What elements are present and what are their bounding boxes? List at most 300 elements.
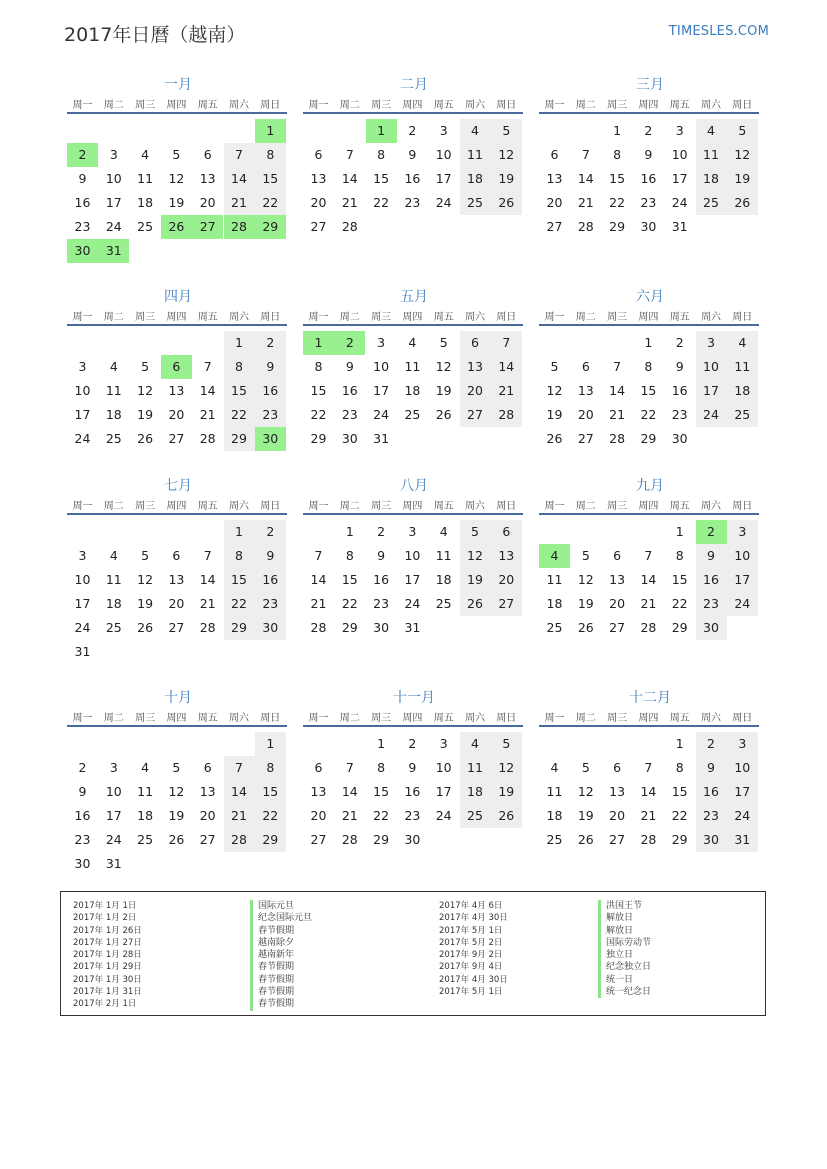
holiday-cell: 30 — [255, 427, 286, 451]
header-rule — [539, 112, 759, 114]
day-cell: 24 — [703, 407, 719, 422]
legend-holiday-name: 春节假期 — [250, 961, 312, 973]
day-cell: 28 — [640, 832, 657, 847]
day-cell: 23 — [703, 596, 719, 611]
legend-holiday-name: 解放日 — [598, 912, 651, 924]
legend-date: 2017年 5月 1日 — [439, 925, 503, 936]
day-cell: 18 — [435, 572, 452, 587]
day-cell: 21 — [341, 808, 358, 823]
legend-holiday-name: 春节假期 — [250, 986, 312, 998]
month-name: 一月 — [164, 77, 192, 93]
legend-date: 2017年 4月 6日 — [439, 901, 503, 911]
day-cell: 13 — [199, 171, 216, 186]
day-cell: 26 — [498, 195, 515, 210]
weekday-label: 周三 — [607, 713, 628, 724]
weekday-label: 周日 — [496, 713, 517, 724]
day-cell: 24 — [105, 219, 122, 234]
weekday-label: 周二 — [575, 713, 596, 724]
day-cell: 14 — [341, 784, 358, 799]
day-cell: 16 — [262, 572, 279, 587]
day-cell: 26 — [137, 620, 154, 635]
day-cell: 6 — [314, 147, 323, 162]
weekday-label: 周日 — [260, 713, 281, 724]
day-cell: 24 — [373, 407, 390, 422]
day-cell: 26 — [546, 431, 563, 446]
day-cell: 6 — [314, 760, 323, 775]
day-cell: 5 — [172, 147, 181, 162]
weekday-label: 周日 — [732, 713, 753, 724]
day-cell: 4 — [471, 123, 479, 138]
legend-holiday-name: 国际劳动节 — [598, 937, 651, 949]
legend-date: 2017年 4月 30日 — [439, 974, 508, 985]
day-cell: 11 — [137, 784, 154, 799]
site-logo[interactable]: TIMESLES.COM — [668, 24, 769, 39]
day-cell: 14 — [199, 383, 216, 398]
legend-dates-col-2 — [439, 900, 508, 998]
day-cell: 8 — [235, 359, 243, 374]
month-name: 十二月 — [629, 690, 671, 706]
day-cell: 23 — [404, 808, 421, 823]
day-cell: 17 — [105, 808, 122, 823]
day-cell: 22 — [231, 596, 247, 611]
weekday-label: 周三 — [135, 312, 156, 323]
day-cell: 8 — [644, 359, 653, 374]
day-cell: 10 — [734, 548, 751, 563]
day-cell: 16 — [703, 784, 719, 799]
day-cell: 27 — [199, 832, 216, 847]
day-cell: 22 — [310, 407, 327, 422]
day-cell: 5 — [439, 335, 448, 350]
day-cell: 25 — [546, 620, 563, 635]
weekday-label: 周五 — [197, 100, 218, 111]
weekday-label: 周五 — [433, 100, 454, 111]
day-cell: 19 — [168, 808, 185, 823]
day-cell: 29 — [640, 431, 657, 446]
day-cell: 22 — [640, 407, 657, 422]
day-cell: 30 — [341, 431, 358, 446]
day-cell: 8 — [345, 548, 354, 563]
day-cell: 16 — [671, 383, 688, 398]
day-cell: 21 — [640, 808, 657, 823]
day-cell: 6 — [613, 760, 622, 775]
weekday-label: 周二 — [575, 100, 596, 111]
weekday-label: 周二 — [103, 312, 124, 323]
day-cell: 1 — [266, 736, 275, 751]
weekday-label: 周六 — [465, 501, 485, 512]
day-cell: 25 — [734, 407, 751, 422]
day-cell: 24 — [74, 431, 91, 446]
day-cell: 20 — [199, 195, 216, 210]
day-cell: 20 — [168, 407, 185, 422]
day-cell: 8 — [314, 359, 323, 374]
day-cell: 28 — [199, 620, 216, 635]
day-cell: 10 — [404, 548, 421, 563]
day-cell: 21 — [199, 407, 216, 422]
day-cell: 20 — [310, 195, 327, 210]
header-rule — [303, 112, 523, 114]
weekday-label: 周六 — [701, 100, 721, 111]
day-cell: 24 — [435, 808, 452, 823]
weekday-label: 周六 — [229, 312, 249, 323]
day-cell: 7 — [581, 147, 590, 162]
month-2 — [303, 74, 525, 264]
day-cell: 27 — [498, 596, 515, 611]
day-cell: 29 — [671, 832, 688, 847]
day-cell: 11 — [467, 147, 483, 162]
weekday-label: 周日 — [260, 100, 281, 111]
day-cell: 24 — [734, 808, 751, 823]
day-cell: 23 — [671, 407, 688, 422]
weekday-label: 周四 — [638, 100, 659, 111]
day-cell: 28 — [498, 407, 515, 422]
day-cell: 21 — [609, 407, 626, 422]
weekday-label: 周三 — [135, 501, 156, 512]
day-cell: 17 — [74, 596, 91, 611]
day-cell: 8 — [675, 548, 684, 563]
day-cell: 31 — [373, 431, 390, 446]
weekday-label: 周三 — [371, 312, 392, 323]
day-cell: 18 — [105, 596, 122, 611]
day-cell: 30 — [671, 431, 688, 446]
day-cell: 20 — [577, 407, 594, 422]
holiday-cell: 30 — [67, 239, 98, 263]
month-name: 五月 — [400, 289, 428, 305]
day-cell: 8 — [613, 147, 622, 162]
day-cell: 12 — [577, 784, 594, 799]
day-cell: 18 — [734, 383, 751, 398]
day-cell: 24 — [404, 596, 421, 611]
day-cell: 11 — [734, 359, 751, 374]
day-cell: 25 — [435, 596, 452, 611]
day-cell: 30 — [74, 856, 91, 871]
weekday-label: 周一 — [308, 501, 329, 512]
day-cell: 26 — [435, 407, 452, 422]
weekday-label: 周一 — [544, 312, 565, 323]
header-rule — [539, 513, 759, 515]
day-cell: 10 — [435, 147, 452, 162]
day-cell: 23 — [404, 195, 421, 210]
day-cell: 7 — [613, 359, 622, 374]
day-cell: 1 — [235, 524, 243, 539]
weekday-label: 周二 — [339, 501, 360, 512]
legend-date: 2017年 1月 26日 — [73, 925, 142, 936]
day-cell: 8 — [377, 147, 386, 162]
day-cell: 14 — [199, 572, 216, 587]
day-cell: 1 — [675, 524, 684, 539]
day-cell: 7 — [235, 760, 243, 775]
weekday-label: 周五 — [433, 312, 454, 323]
weekday-label: 周六 — [465, 312, 485, 323]
day-cell: 9 — [78, 171, 87, 186]
weekday-label: 周五 — [197, 501, 218, 512]
day-cell: 16 — [74, 195, 91, 210]
day-cell: 10 — [703, 359, 719, 374]
day-cell: 5 — [502, 736, 511, 751]
day-cell: 31 — [105, 856, 122, 871]
month-name: 四月 — [164, 289, 192, 305]
day-cell: 22 — [262, 195, 279, 210]
day-cell: 20 — [199, 808, 216, 823]
day-cell: 12 — [498, 147, 515, 162]
day-cell: 27 — [168, 431, 185, 446]
day-cell: 3 — [78, 548, 87, 563]
header-rule — [303, 725, 523, 727]
day-cell: 10 — [105, 171, 122, 186]
weekday-label: 周一 — [544, 100, 565, 111]
day-cell: 3 — [738, 524, 747, 539]
day-cell: 18 — [404, 383, 421, 398]
weekday-label: 周五 — [669, 312, 690, 323]
weekday-label: 周三 — [607, 501, 628, 512]
day-cell: 18 — [105, 407, 122, 422]
day-cell: 19 — [137, 596, 154, 611]
weekday-label: 周二 — [103, 713, 124, 724]
day-cell: 5 — [471, 524, 479, 539]
weekday-label: 周二 — [339, 100, 360, 111]
month-name: 九月 — [636, 478, 664, 494]
day-cell: 12 — [435, 359, 452, 374]
day-cell: 4 — [738, 335, 747, 350]
month-10 — [67, 687, 289, 877]
legend-holiday-name: 纪念独立日 — [598, 961, 651, 973]
day-cell: 11 — [404, 359, 421, 374]
header-rule — [67, 725, 287, 727]
day-cell: 4 — [707, 123, 715, 138]
day-cell: 13 — [467, 359, 483, 374]
month-1 — [67, 74, 289, 264]
legend-date: 2017年 1月 1日 — [73, 901, 137, 911]
day-cell: 13 — [168, 572, 185, 587]
day-cell: 14 — [640, 572, 657, 587]
day-cell: 12 — [546, 383, 563, 398]
day-cell: 5 — [502, 123, 511, 138]
day-cell: 30 — [703, 620, 719, 635]
day-cell: 6 — [203, 760, 212, 775]
day-cell: 28 — [577, 219, 594, 234]
day-cell: 9 — [377, 548, 386, 563]
legend-date: 2017年 4月 30日 — [439, 913, 508, 924]
weekday-label: 周五 — [669, 501, 690, 512]
weekday-label: 周一 — [544, 501, 565, 512]
day-cell: 23 — [703, 808, 719, 823]
weekday-label: 周四 — [166, 713, 187, 724]
day-cell: 14 — [231, 171, 247, 186]
weekday-label: 周二 — [575, 501, 596, 512]
month-3 — [539, 74, 761, 264]
day-cell: 14 — [640, 784, 657, 799]
holiday-cell: 1 — [303, 331, 334, 355]
weekday-label: 周三 — [371, 713, 392, 724]
weekday-label: 周六 — [701, 312, 721, 323]
day-cell: 21 — [498, 383, 515, 398]
day-cell: 9 — [707, 760, 715, 775]
day-cell: 7 — [203, 548, 212, 563]
day-cell: 27 — [168, 620, 185, 635]
day-cell: 3 — [439, 123, 448, 138]
day-cell: 8 — [675, 760, 684, 775]
day-cell: 3 — [738, 736, 747, 751]
month-name: 七月 — [164, 478, 192, 494]
day-cell: 11 — [137, 171, 154, 186]
day-cell: 15 — [231, 572, 247, 587]
day-cell: 19 — [467, 572, 483, 587]
day-cell: 6 — [172, 548, 181, 563]
weekday-label: 周二 — [103, 501, 124, 512]
day-cell: 13 — [609, 784, 626, 799]
day-cell: 9 — [644, 147, 653, 162]
day-cell: 21 — [341, 195, 358, 210]
weekday-label: 周日 — [260, 312, 281, 323]
month-4 — [67, 286, 289, 476]
day-cell: 23 — [640, 195, 657, 210]
day-cell: 26 — [577, 832, 594, 847]
weekday-label: 周日 — [496, 312, 517, 323]
day-cell: 1 — [377, 736, 386, 751]
day-cell: 7 — [314, 548, 323, 563]
day-cell: 2 — [266, 335, 275, 350]
day-cell: 23 — [74, 832, 91, 847]
weekday-label: 周六 — [229, 100, 249, 111]
day-cell: 3 — [707, 335, 715, 350]
day-cell: 29 — [231, 431, 247, 446]
month-name: 三月 — [636, 77, 664, 93]
day-cell: 5 — [738, 123, 747, 138]
day-cell: 22 — [341, 596, 358, 611]
day-cell: 4 — [471, 736, 479, 751]
legend-holiday-name: 国际元旦 — [250, 900, 312, 912]
month-6 — [539, 286, 761, 476]
day-cell: 13 — [498, 548, 515, 563]
weekday-label: 周三 — [607, 312, 628, 323]
weekday-label: 周日 — [496, 501, 517, 512]
holiday-cell: 31 — [98, 239, 129, 263]
holiday-cell: 2 — [334, 331, 365, 355]
day-cell: 27 — [310, 832, 327, 847]
day-cell: 15 — [671, 784, 688, 799]
day-cell: 18 — [467, 784, 483, 799]
month-12 — [539, 687, 761, 877]
day-cell: 6 — [613, 548, 622, 563]
day-cell: 23 — [74, 219, 91, 234]
day-cell: 26 — [168, 832, 185, 847]
weekday-label: 周六 — [465, 100, 485, 111]
day-cell: 29 — [609, 219, 626, 234]
day-cell: 9 — [408, 147, 417, 162]
day-cell: 3 — [408, 524, 417, 539]
day-cell: 16 — [404, 784, 421, 799]
day-cell: 2 — [78, 760, 87, 775]
weekday-label: 周四 — [402, 100, 423, 111]
day-cell: 22 — [671, 808, 688, 823]
day-cell: 29 — [231, 620, 247, 635]
weekday-label: 周四 — [402, 501, 423, 512]
month-name: 六月 — [636, 289, 664, 305]
day-cell: 12 — [137, 572, 154, 587]
legend-date: 2017年 1月 31日 — [73, 987, 142, 998]
day-cell: 10 — [671, 147, 688, 162]
day-cell: 4 — [550, 760, 559, 775]
day-cell: 17 — [734, 784, 751, 799]
holiday-cell: 28 — [224, 215, 255, 239]
day-cell: 1 — [613, 123, 622, 138]
day-cell: 14 — [341, 171, 358, 186]
day-cell: 17 — [435, 784, 452, 799]
weekday-label: 周六 — [229, 501, 249, 512]
day-cell: 22 — [373, 195, 390, 210]
weekday-label: 周三 — [371, 501, 392, 512]
day-cell: 3 — [675, 123, 684, 138]
day-cell: 27 — [467, 407, 483, 422]
weekday-label: 周六 — [229, 713, 249, 724]
day-cell: 17 — [734, 572, 751, 587]
day-cell: 11 — [105, 572, 122, 587]
day-cell: 28 — [609, 431, 626, 446]
weekday-label: 周四 — [638, 312, 659, 323]
day-cell: 12 — [168, 171, 185, 186]
day-cell: 14 — [310, 572, 327, 587]
day-cell: 12 — [498, 760, 515, 775]
day-cell: 25 — [467, 195, 483, 210]
month-name: 二月 — [400, 77, 428, 93]
weekday-label: 周二 — [103, 100, 124, 111]
day-cell: 16 — [341, 383, 358, 398]
holiday-cell: 1 — [366, 119, 397, 143]
day-cell: 11 — [703, 147, 719, 162]
legend-names-col-2 — [598, 900, 651, 998]
day-cell: 16 — [640, 171, 657, 186]
day-cell: 27 — [609, 620, 626, 635]
day-cell: 16 — [404, 171, 421, 186]
day-cell: 30 — [373, 620, 390, 635]
day-cell: 16 — [373, 572, 390, 587]
day-cell: 20 — [168, 596, 185, 611]
weekday-label: 周四 — [638, 713, 659, 724]
day-cell: 13 — [546, 171, 563, 186]
day-cell: 18 — [703, 171, 719, 186]
day-cell: 8 — [377, 760, 386, 775]
month-11 — [303, 687, 525, 877]
day-cell: 26 — [467, 596, 483, 611]
day-cell: 24 — [734, 596, 751, 611]
day-cell: 26 — [577, 620, 594, 635]
header-rule — [539, 324, 759, 326]
day-cell: 18 — [467, 171, 483, 186]
weekday-label: 周三 — [135, 100, 156, 111]
day-cell: 18 — [546, 808, 563, 823]
weekday-label: 周三 — [607, 100, 628, 111]
day-cell: 15 — [262, 171, 279, 186]
legend-date: 2017年 5月 1日 — [439, 987, 503, 998]
day-cell: 26 — [137, 431, 154, 446]
day-cell: 25 — [137, 832, 154, 847]
day-cell: 20 — [546, 195, 563, 210]
legend-holiday-name: 纪念国际元旦 — [250, 912, 312, 924]
day-cell: 29 — [341, 620, 358, 635]
day-cell: 14 — [609, 383, 626, 398]
legend-date: 2017年 1月 29日 — [73, 962, 142, 973]
day-cell: 10 — [734, 760, 751, 775]
weekday-label: 周日 — [732, 501, 753, 512]
day-cell: 25 — [137, 219, 154, 234]
page-title: 2017年日曆（越南） — [64, 24, 246, 46]
weekday-label: 周四 — [166, 100, 187, 111]
day-cell: 3 — [439, 736, 448, 751]
day-cell: 15 — [341, 572, 358, 587]
day-cell: 23 — [341, 407, 358, 422]
day-cell: 30 — [262, 620, 279, 635]
day-cell: 10 — [435, 760, 452, 775]
day-cell: 5 — [141, 548, 150, 563]
